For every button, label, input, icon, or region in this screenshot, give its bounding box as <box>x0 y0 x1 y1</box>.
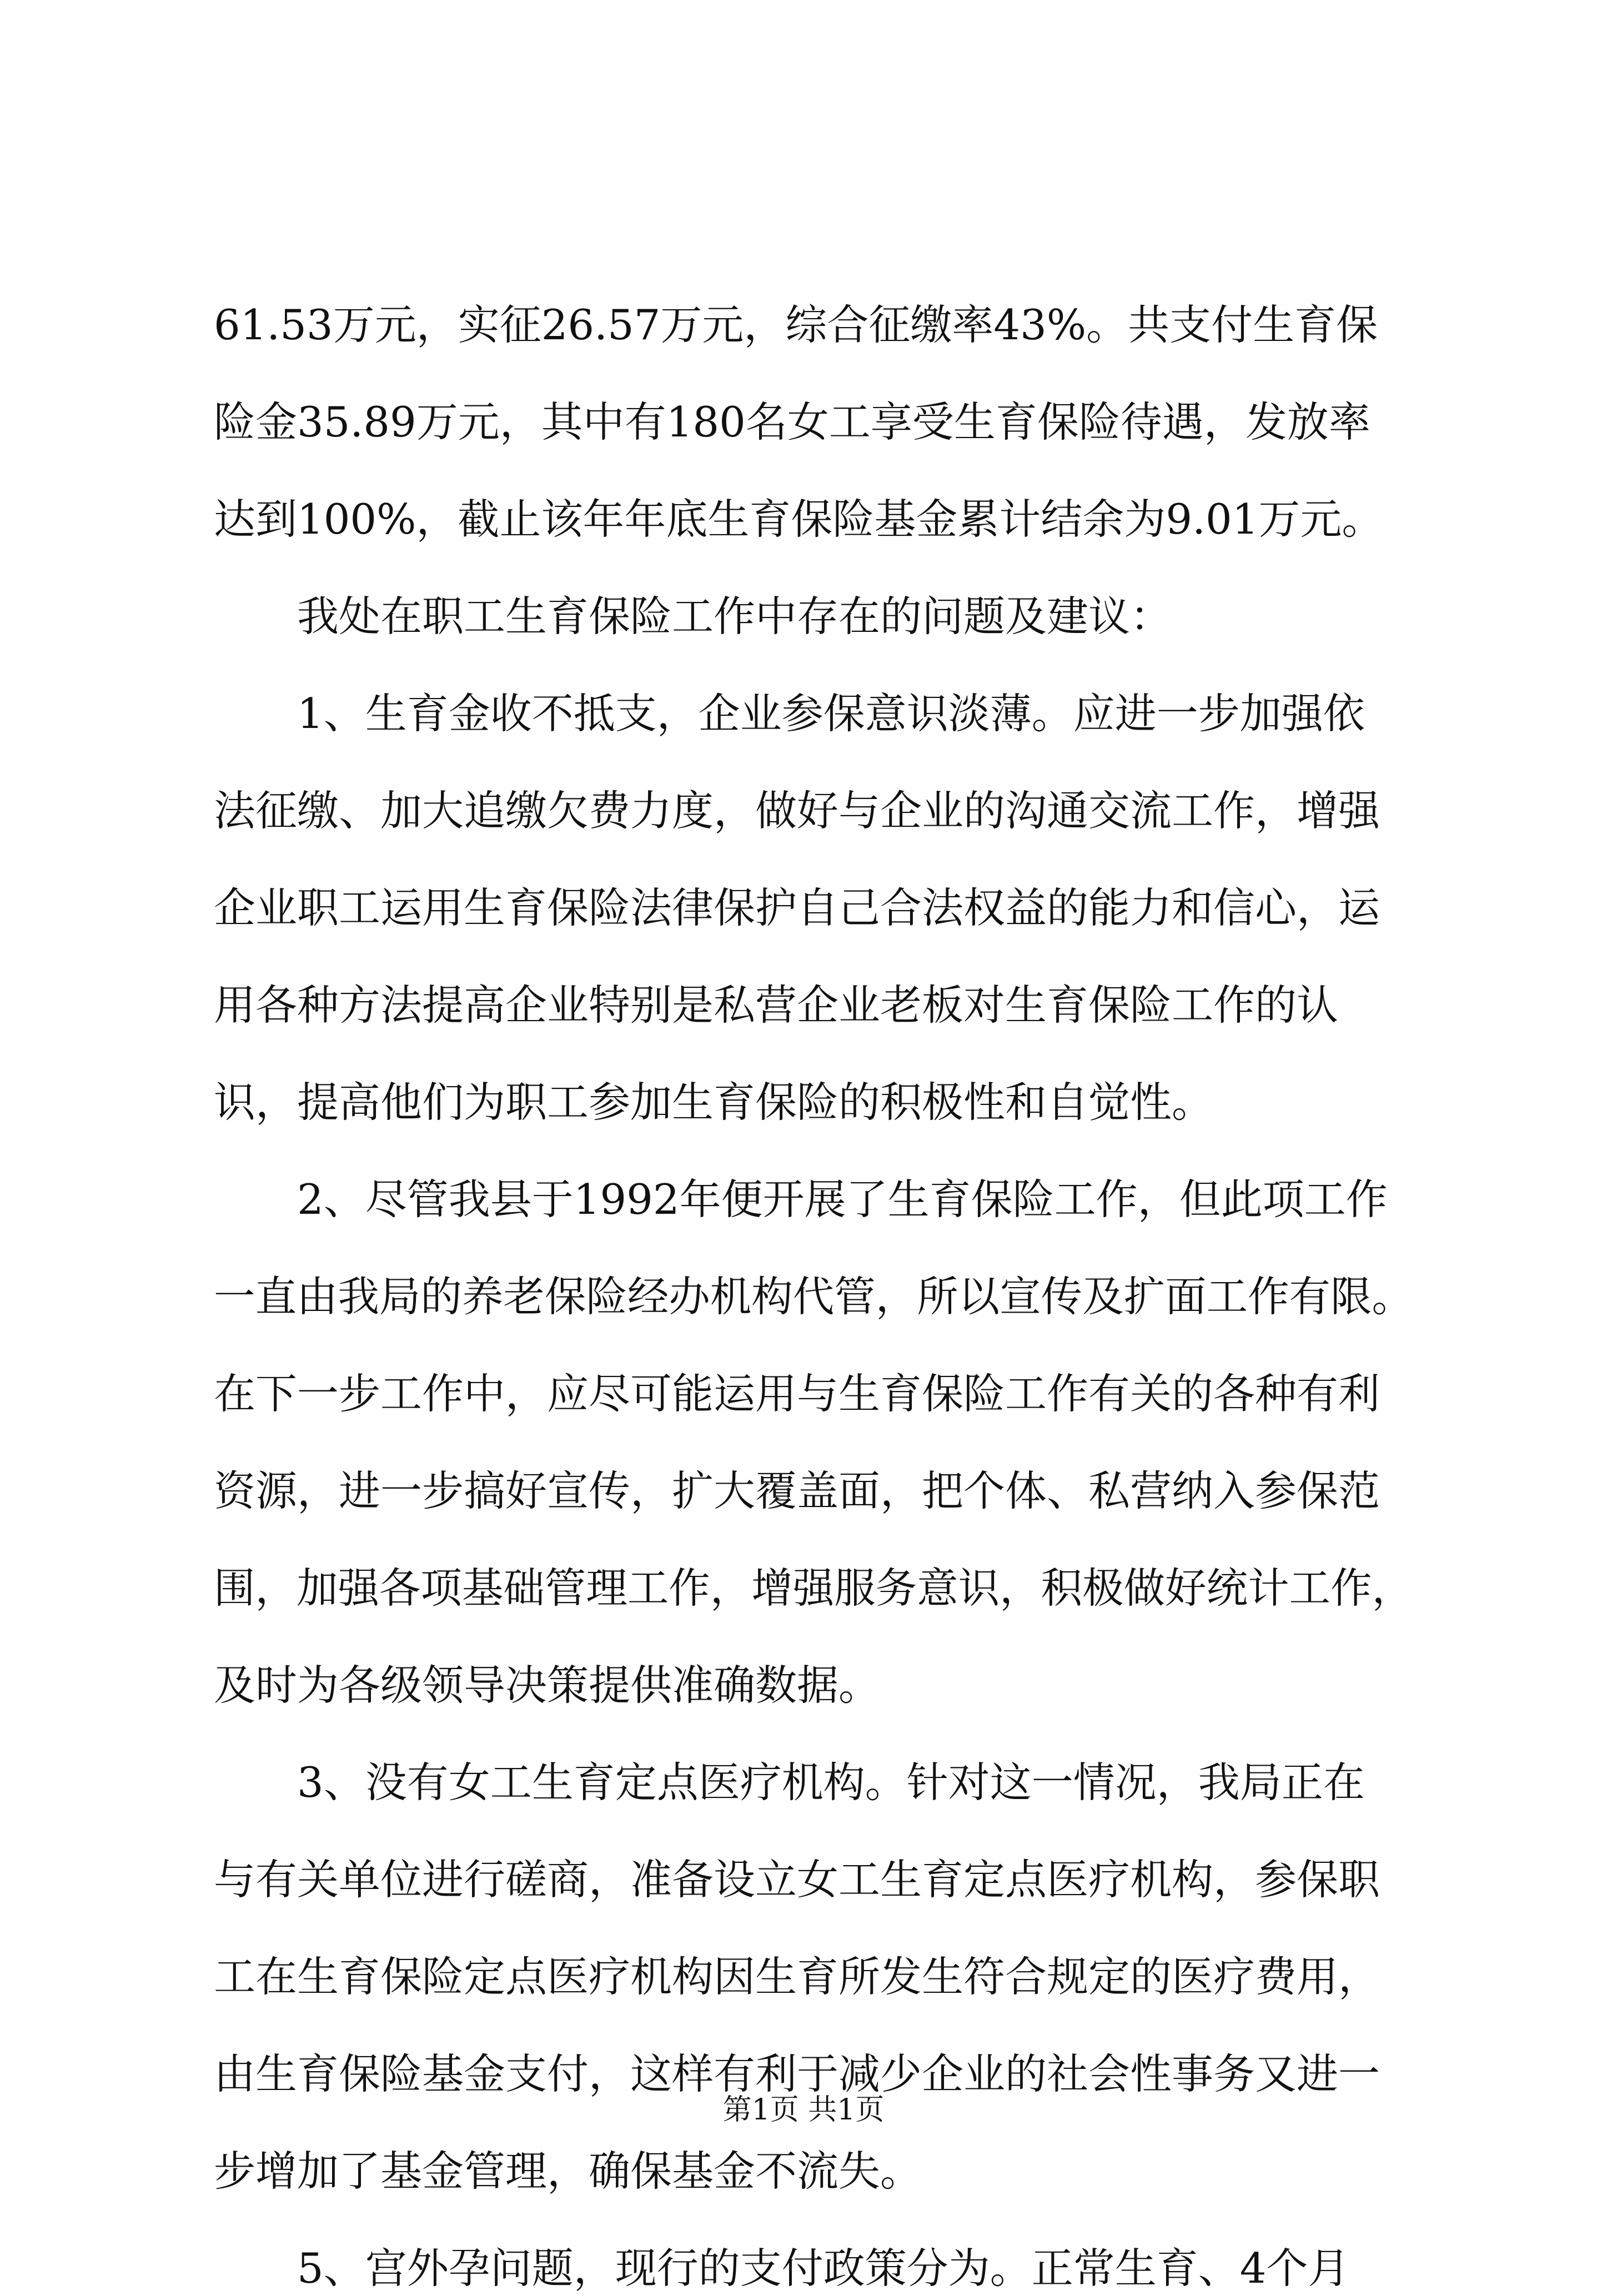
text-line: 法征缴、加大追缴欠费力度，做好与企业的沟通交流工作，增强 <box>214 786 1380 835</box>
page-number-footer: 第1页 共1页 <box>722 2093 885 2127</box>
text-line: 识，提高他们为职工参加生育保险的积极性和自觉性。 <box>214 1078 1214 1127</box>
text-line: 及时为各级领导决策提供准确数据。 <box>214 1661 881 1710</box>
text-line: 2、尽管我县于1992年便开展了生育保险工作，但此项工作 <box>297 1175 1388 1224</box>
text-line: 企业职工运用生育保险法律保护自己合法权益的能力和信心，运 <box>214 883 1380 932</box>
text-line: 3、没有女工生育定点医疗机构。针对这一情况，我局正在 <box>297 1758 1365 1807</box>
text-line: 工在生育保险定点医疗机构因生育所发生符合规定的医疗费用， <box>214 1952 1380 2001</box>
text-line: 在下一步工作中，应尽可能运用与生育保险工作有关的各种有利 <box>214 1369 1380 1418</box>
text-line: 达到100%，截止该年年底生育保险基金累计结余为9.01万元。 <box>214 495 1384 544</box>
paragraph-heading: 我处在职工生育保险工作中存在的问题及建议： <box>297 592 1172 641</box>
text-line: 步增加了基金管理，确保基金不流失。 <box>214 2147 922 2195</box>
text-line: 一直由我局的养老保险经办机构代管，所以宣传及扩面工作有限。 <box>214 1272 1414 1321</box>
text-line: 由生育保险基金支付，这样有利于减少企业的社会性事务又进一 <box>214 2049 1380 2098</box>
text-line: 资源，进一步搞好宣传，扩大覆盖面，把个体、私营纳入参保范 <box>214 1466 1380 1515</box>
text-line: 围，加强各项基础管理工作，增强服务意识，积极做好统计工作， <box>214 1564 1414 1612</box>
text-line: 险金35.89万元，其中有180名女工享受生育保险待遇，发放率 <box>214 398 1370 446</box>
text-line: 与有关单位进行磋商，准备设立女工生育定点医疗机构，参保职 <box>214 1855 1380 1904</box>
text-line: 用各种方法提高企业特别是私营企业老板对生育保险工作的认 <box>214 981 1339 1029</box>
text-line: 61.53万元，实征26.57万元，综合征缴率43%。共支付生育保 <box>214 300 1378 349</box>
text-line: 1、生育金收不抵支，企业参保意识淡薄。应进一步加强依 <box>297 689 1365 738</box>
text-line: 5、宫外孕问题，现行的支付政策分为。正常生育、4个月 <box>297 2244 1350 2293</box>
